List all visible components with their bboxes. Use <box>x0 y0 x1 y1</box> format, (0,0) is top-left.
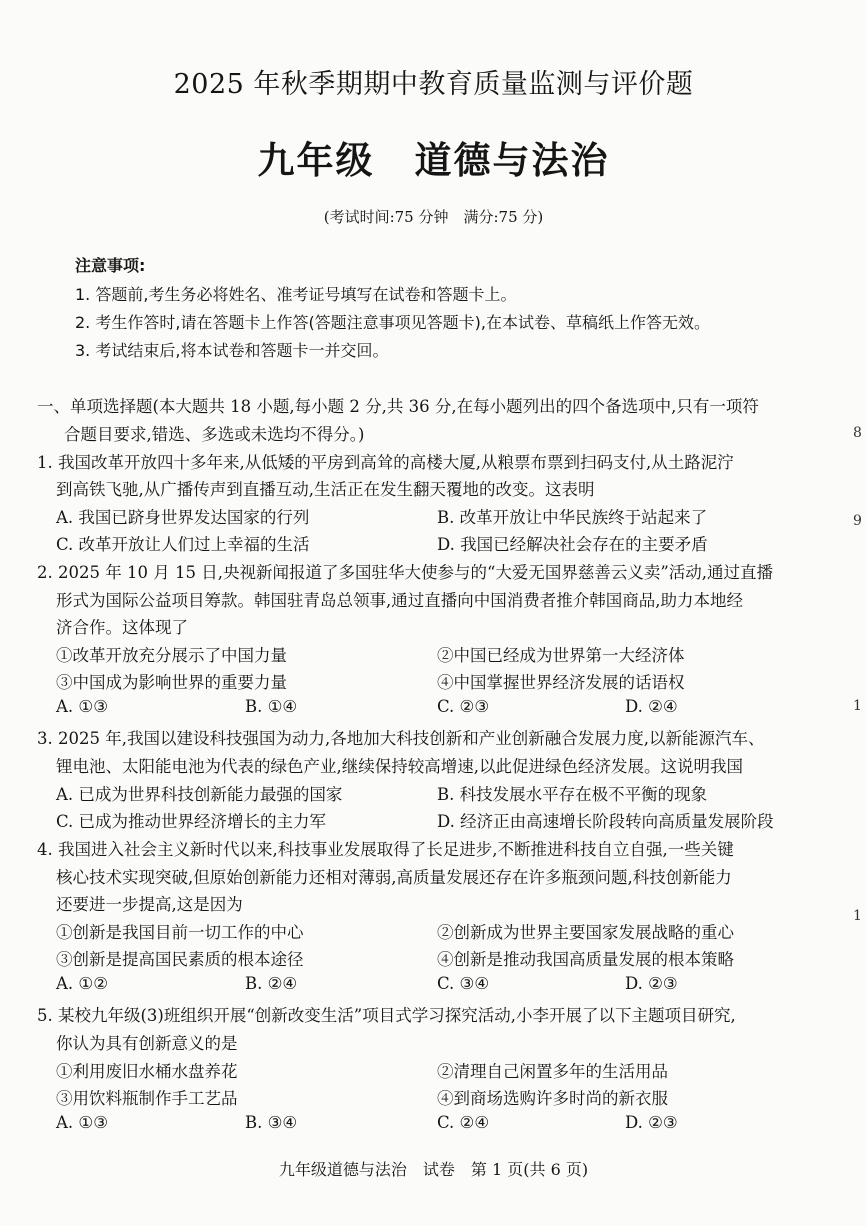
question-4-stem: 4. 我国进入社会主义新时代以来,科技事业发展取得了长足进步,不断推进科技自立自强,一些关键 <box>37 840 734 859</box>
question-3-option-c: C. 已成为推动世界经济增长的主力军 <box>56 812 327 831</box>
note-item: 1. 答题前,考生务必将姓名、准考证号填写在试卷和答题卡上。 <box>75 285 517 304</box>
margin-mark: 9 <box>853 513 862 529</box>
question-2-option-a: A. ①③ <box>56 697 108 716</box>
question-2-option-d: D. ②④ <box>625 697 678 716</box>
question-1-option-d: D. 我国已经解决社会存在的主要矛盾 <box>437 535 708 554</box>
question-5-option-a: A. ①③ <box>56 1113 108 1132</box>
question-5-statement: ①利用废旧水桶水盘养花 <box>56 1062 238 1081</box>
question-1-option-c: C. 改革开放让人们过上幸福的生活 <box>56 535 310 554</box>
question-3-option-a: A. 已成为世界科技创新能力最强的国家 <box>56 785 343 804</box>
question-5-statement: ③用饮料瓶制作手工艺品 <box>56 1089 238 1108</box>
question-4-statement: ④创新是推动我国高质量发展的根本策略 <box>437 950 734 969</box>
question-5-option-b: B. ③④ <box>245 1113 298 1132</box>
grade-label: 九年级 <box>257 138 375 182</box>
section-heading-cont: 合题目要求,错选、多选或未选均不得分。) <box>64 425 365 444</box>
question-2-statement: ①改革开放充分展示了中国力量 <box>56 646 287 665</box>
question-1-stem: 1. 我国改革开放四十多年来,从低矮的平房到高耸的高楼大厦,从粮票布票到扫码支付,从土路泥泞 <box>37 453 734 472</box>
question-5-option-d: D. ②③ <box>625 1113 678 1132</box>
question-4-option-b: B. ②④ <box>245 974 298 993</box>
notes-heading: 注意事项: <box>75 256 146 275</box>
question-4-option-d: D. ②③ <box>625 974 678 993</box>
question-2-statement: ④中国掌握世界经济发展的话语权 <box>437 673 685 692</box>
question-2-statement: ③中国成为影响世界的重要力量 <box>56 673 287 692</box>
margin-mark: 1 <box>853 908 862 924</box>
subject-label: 道德与法治 <box>414 138 610 182</box>
question-1-option-b: B. 改革开放让中华民族终于站起来了 <box>437 508 708 527</box>
question-3-option-b: B. 科技发展水平存在极不平衡的现象 <box>437 785 708 804</box>
question-1-option-a: A. 我国已跻身世界发达国家的行列 <box>56 508 310 527</box>
question-2-stem: 形式为国际公益项目筹款。韩国驻青岛总领事,通过直播向中国消费者推介韩国商品,助力本地经 <box>56 591 743 610</box>
question-3-stem: 3. 2025 年,我国以建设科技强国为动力,各地加大科技创新和产业创新融合发展力度,以新能源汽车、 <box>37 729 765 748</box>
question-3-option-d: D. 经济正由高速增长阶段转向高质量发展阶段 <box>437 812 774 831</box>
margin-mark: 1 <box>853 698 862 714</box>
exam-info: (考试时间:75 分钟 满分:75 分) <box>323 208 544 226</box>
section-heading: 一、单项选择题(本大题共 18 小题,每小题 2 分,共 36 分,在每小题列出的四个备选项中,只有一项符 <box>37 397 759 416</box>
question-4-option-a: A. ①② <box>56 974 108 993</box>
question-5-stem: 你认为具有创新意义的是 <box>56 1034 238 1053</box>
question-4-stem: 还要进一步提高,这是因为 <box>56 895 243 914</box>
page-footer: 九年级道德与法治 试卷 第 1 页(共 6 页) <box>278 1160 589 1179</box>
question-3-stem: 锂电池、太阳能电池为代表的绿色产业,继续保持较高增速,以此促进绿色经济发展。这说明我国 <box>56 757 743 776</box>
question-2-option-c: C. ②③ <box>437 697 490 716</box>
question-4-statement: ②创新成为世界主要国家发展战略的重心 <box>437 923 734 942</box>
note-item: 2. 考生作答时,请在答题卡上作答(答题注意事项见答题卡),在本试卷、草稿纸上作答无效。 <box>75 313 711 332</box>
question-5-stem: 5. 某校九年级(3)班组织开展“创新改变生活”项目式学习探究活动,小李开展了以下主题项目研究, <box>37 1006 736 1025</box>
question-1-stem: 到高铁飞驰,从广播传声到直播互动,生活正在发生翻天覆地的改变。这表明 <box>56 480 595 499</box>
question-5-statement: ②清理自己闲置多年的生活用品 <box>437 1062 668 1081</box>
exam-title: 2025 年秋季期期中教育质量监测与评价题 <box>173 69 694 100</box>
question-2-stem: 济合作。这体现了 <box>56 618 188 637</box>
subject-title <box>0 130 867 184</box>
question-5-option-c: C. ②④ <box>437 1113 490 1132</box>
question-4-stem: 核心技术实现突破,但原始创新能力还相对薄弱,高质量发展还存在许多瓶颈问题,科技创新能力 <box>56 868 732 887</box>
question-2-stem: 2. 2025 年 10 月 15 日,央视新闻报道了多国驻华大使参与的“大爱无国界慈善云义卖”活动,通过直播 <box>37 563 774 582</box>
question-4-statement: ③创新是提高国民素质的根本途径 <box>56 950 304 969</box>
question-5-statement: ④到商场选购许多时尚的新衣服 <box>437 1089 668 1108</box>
question-2-option-b: B. ①④ <box>245 697 298 716</box>
question-4-statement: ①创新是我国目前一切工作的中心 <box>56 923 304 942</box>
margin-mark: 8 <box>853 425 862 441</box>
question-4-option-c: C. ③④ <box>437 974 490 993</box>
note-item: 3. 考试结束后,将本试卷和答题卡一并交回。 <box>75 341 389 360</box>
question-2-statement: ②中国已经成为世界第一大经济体 <box>437 646 685 665</box>
